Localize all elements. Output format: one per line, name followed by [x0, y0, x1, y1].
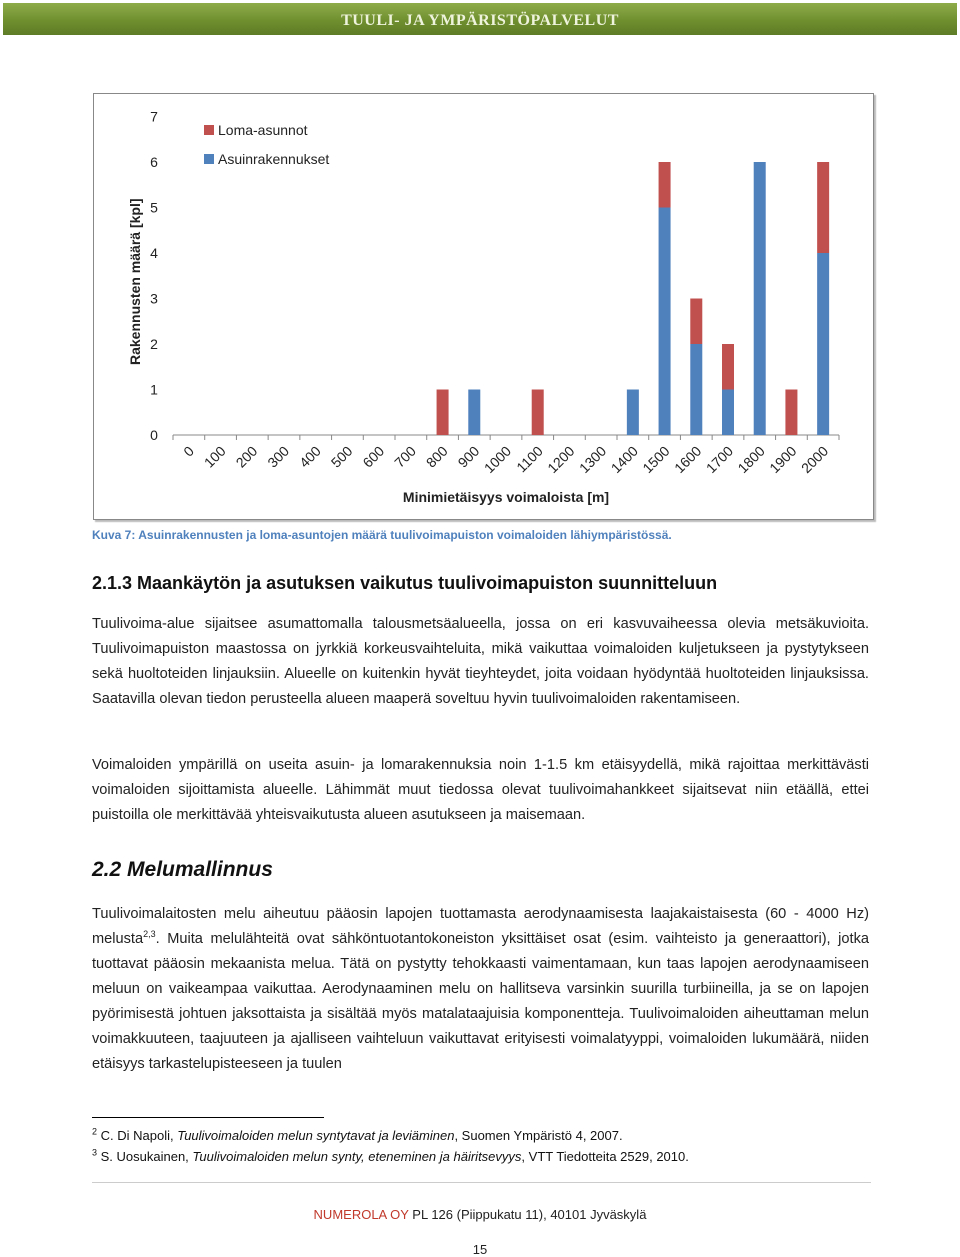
x-tick-label: 500 — [327, 442, 356, 471]
section-heading-2-2: 2.2 Melumallinnus — [92, 858, 273, 881]
footer — [0, 1207, 960, 1222]
x-tick-label: 800 — [422, 442, 451, 471]
x-tick-label: 1900 — [766, 442, 800, 477]
bar-asuinrakennukset — [690, 344, 702, 435]
footnote-title: Tuulivoimaloiden melun synty, eteneminen ja häiritsevyys — [192, 1149, 522, 1164]
footnote-source: , Suomen Ympäristö 4, 2007. — [454, 1128, 623, 1143]
x-tick-label: 300 — [264, 442, 293, 471]
x-tick-label: 200 — [232, 442, 261, 471]
y-tick-label: 1 — [150, 381, 158, 398]
bar-loma-asunnot — [659, 162, 671, 208]
bar-asuinrakennukset — [659, 208, 671, 436]
noise-text-b: . Muita melulähteitä ovat sähköntuotantokoneiston yksittäiset osat (esim. vaihteisto ja generaattori), jotka tuottavat pääosin mekaanista melua. Tätä on pystytty tehokkaasti vaimentamaan, kun taas lapojen aerodynaamiseen meluun on vaikeampaa vaikuttaa. Aerodynaaminen melu on hallitseva varsinkin suurilla turbiineilla, ja se on lapojen pyörimisestä johtuen jaksottaista ja sisältää myös matalataajuisia komponentteja. Tuulivoimaloiden aiheuttaman melun voimakkuuteen, taajuuteen ja ajalliseen vaihteluun vaikuttavat erityisesti voimalatyyppi, voimaloiden lukumäärä, niiden etäisyys tarkastelupisteeseen ja tuulen — [92, 931, 869, 1072]
y-tick-label: 4 — [150, 245, 158, 261]
bar-chart — [94, 94, 873, 519]
x-tick-label: 100 — [200, 442, 229, 471]
footnote-ref[interactable]: 2,3 — [143, 929, 156, 940]
legend-label: Loma-asunnot — [218, 122, 308, 138]
y-tick-label: 0 — [150, 427, 158, 443]
bar-loma-asunnot — [690, 299, 702, 345]
footnote-author: S. Uosukainen, — [97, 1149, 193, 1164]
chart-container — [93, 93, 874, 520]
section-heading-2-1-3: 2.1.3 Maankäytön ja asutuksen vaikutus tuulivoimapuiston suunnitteluun — [92, 573, 718, 593]
bar-asuinrakennukset — [468, 390, 480, 436]
header-title: TUULI- JA YMPÄRISTÖPALVELUT — [341, 12, 619, 29]
x-tick-label: 1400 — [607, 442, 641, 477]
x-tick-label: 700 — [391, 442, 419, 471]
figure-caption: Kuva 7: Asuinrakennusten ja loma-asuntojen määrä tuulivoimapuiston voimaloiden lähiympäristössä. — [92, 528, 672, 542]
paragraph-land-use — [92, 612, 869, 712]
footnote-number: 3 — [92, 1147, 98, 1158]
y-tick-label: 7 — [150, 108, 158, 125]
y-tick-label: 5 — [150, 199, 158, 216]
bar-loma-asunnot — [722, 344, 734, 390]
legend-swatch — [204, 125, 214, 135]
noise-text-a: Tuulivoimalaitosten melu aiheutuu pääosin lapojen tuottamasta aerodynaamisesta laajakaistaisesta (60 - 4000 Hz) melusta — [92, 906, 869, 947]
x-tick-label: 2000 — [797, 442, 832, 477]
footnote-2 — [92, 1128, 623, 1143]
footer-divider — [92, 1182, 871, 1183]
bar-loma-asunnot — [817, 162, 829, 253]
paragraph-text: Tuulivoima-alue sijaitsee asumattomalla talousmetsäalueella, jossa on eri kasvuvaiheessa olevia metsäkuvioita. Tuulivoimapuiston maastossa on jyrkkiä korkeusvaihteluita, mikä vaikuttaa voimaloiden kuljetukseen ja pystytykseen sekä huoltoteiden linjauksiin. Alueelle on kuitenkin hyvät tieyhteydet, joita voidaan hyödyntää huoltoteiden linjauksissa. Saatavilla olevan tiedon perusteella alueen maaperä soveltuu hyvin tuulivoimaloiden rakentamiseen. — [92, 616, 869, 707]
bar-loma-asunnot — [437, 390, 449, 436]
footnote-source: , VTT Tiedotteita 2529, 2010. — [521, 1149, 689, 1164]
footnote-number: 2 — [92, 1126, 98, 1137]
page-number: 15 — [472, 1242, 488, 1257]
paragraph-text — [92, 902, 869, 1077]
x-tick-label: 1300 — [575, 442, 610, 477]
bar-asuinrakennukset — [817, 253, 829, 435]
x-tick-label: 1700 — [702, 442, 737, 477]
legend-swatch — [204, 154, 214, 164]
x-tick-label: 1100 — [513, 442, 546, 476]
x-tick-label: 1800 — [734, 442, 768, 477]
x-tick-label: 1000 — [480, 442, 515, 477]
y-tick-label: 2 — [150, 336, 158, 352]
footer-org: NUMEROLA OY — [313, 1207, 409, 1222]
y-axis-label: Rakennusten määrä [kpl] — [127, 198, 143, 365]
bar-asuinrakennukset — [627, 390, 639, 436]
header-band — [3, 3, 957, 35]
footer-address: PL 126 (Piippukatu 11), 40101 Jyväskylä — [408, 1207, 647, 1222]
footnote-3 — [92, 1149, 689, 1164]
paragraph-text: Voimaloiden ympärillä on useita asuin- ja lomarakennuksia noin 1-1.5 km etäisyydellä, mikä rajoittaa merkittävästi voimaloiden sijoittamista alueelle. Lähimmät muut tiedossa olevat tuulivoimahankkeet sijaitsevat niin etäällä, ettei puistoilla ole merkittävää yhteisvaikutusta alueen asutukseen ja maisemaan. — [92, 757, 869, 823]
y-tick-label: 3 — [150, 290, 158, 307]
x-tick-label: 1600 — [671, 442, 705, 477]
x-tick-label: 1500 — [639, 442, 673, 477]
footnote-author: C. Di Napoli, — [97, 1128, 178, 1143]
x-axis-label: Minimietäisyys voimaloista [m] — [402, 489, 610, 505]
bar-loma-asunnot — [785, 390, 797, 436]
y-tick-label: 6 — [150, 154, 158, 170]
x-tick-label: 600 — [359, 442, 388, 471]
bar-asuinrakennukset — [754, 162, 766, 435]
x-tick-label: 400 — [296, 442, 324, 471]
x-tick-label: 0 — [180, 442, 197, 460]
footnote-divider — [92, 1117, 324, 1118]
bar-loma-asunnot — [532, 390, 544, 436]
x-tick-label: 900 — [454, 442, 483, 471]
paragraph-settlements — [92, 753, 869, 828]
paragraph-noise — [92, 902, 869, 1077]
footnote-title: Tuulivoimaloiden melun syntytavat ja leviäminen — [177, 1128, 455, 1143]
bar-asuinrakennukset — [722, 390, 734, 436]
legend-label: Asuinrakennukset — [218, 151, 330, 167]
x-tick-label: 1200 — [544, 442, 578, 477]
